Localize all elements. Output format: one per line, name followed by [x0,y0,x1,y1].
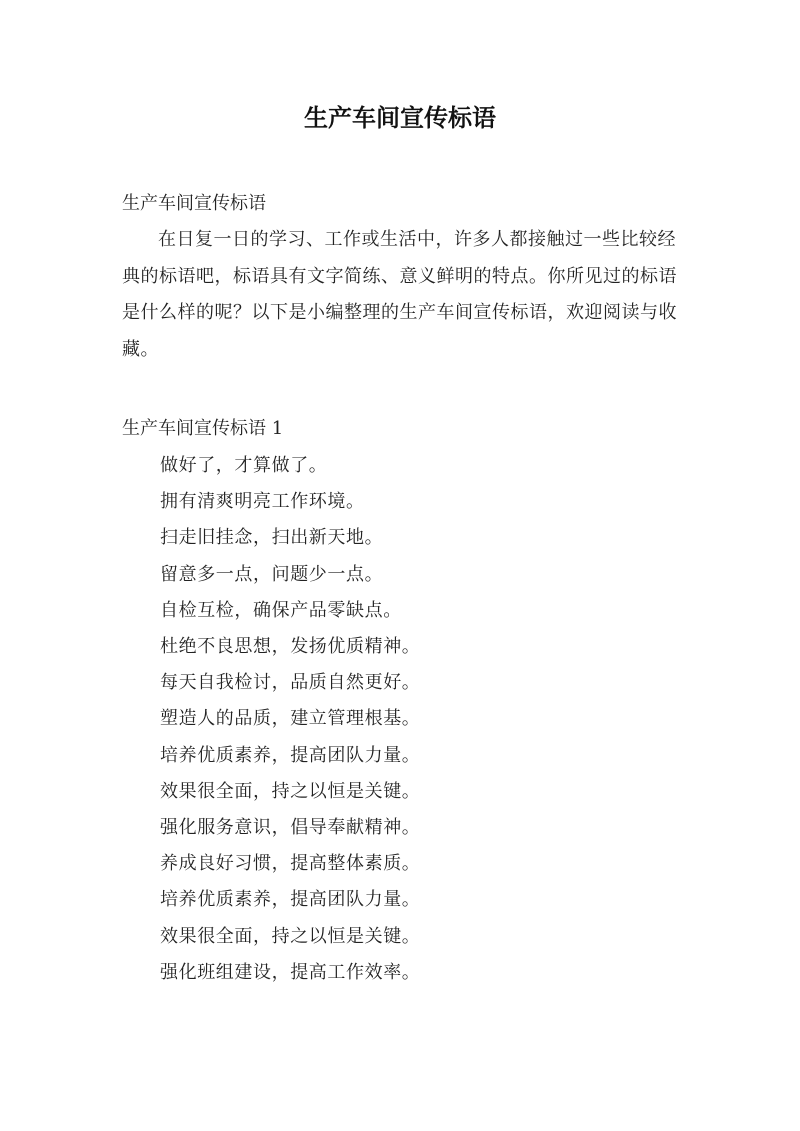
slogan-item: 拥有清爽明亮工作环境。 [160,491,365,513]
document-title: 生产车间宣传标语 [304,103,496,132]
slogan-item: 培养优质素养，提高团队力量。 [160,889,421,911]
slogan-item: 养成良好习惯，提高整体素质。 [160,853,421,875]
slogan-item: 扫走旧挂念，扫出新天地。 [160,527,384,549]
intro-paragraph: 在日复一日的学习、工作或生活中，许多人都接触过一些比较经典的标语吧，标语具有文字简练、意义鲜明的特点。你所见过的标语是什么样的呢？以下是小编整理的生产车间宣传标语，欢迎阅读与收藏。 [122,229,677,360]
slogan-item: 每天自我检讨，品质自然更好。 [160,672,421,694]
slogan-item: 培养优质素养，提高团队力量。 [160,744,421,766]
slogan-list [160,448,420,991]
slogan-item: 强化服务意识，倡导奉献精神。 [160,817,421,839]
section-heading: 生产车间宣传标语 1 [122,418,284,439]
slogan-item: 效果很全面，持之以恒是关键。 [160,925,421,947]
slogan-item: 效果很全面，持之以恒是关键。 [160,780,421,802]
slogan-item: 塑造人的品质，建立管理根基。 [160,708,421,730]
slogan-item: 自检互检，确保产品零缺点。 [160,599,402,621]
slogan-item: 强化班组建设，提高工作效率。 [160,961,421,983]
slogan-item: 杜绝不良思想，发扬优质精神。 [160,636,421,658]
intro-heading: 生产车间宣传标语 [122,193,266,214]
slogan-item: 做好了，才算做了。 [160,455,328,476]
slogan-item: 留意多一点，问题少一点。 [160,563,384,585]
